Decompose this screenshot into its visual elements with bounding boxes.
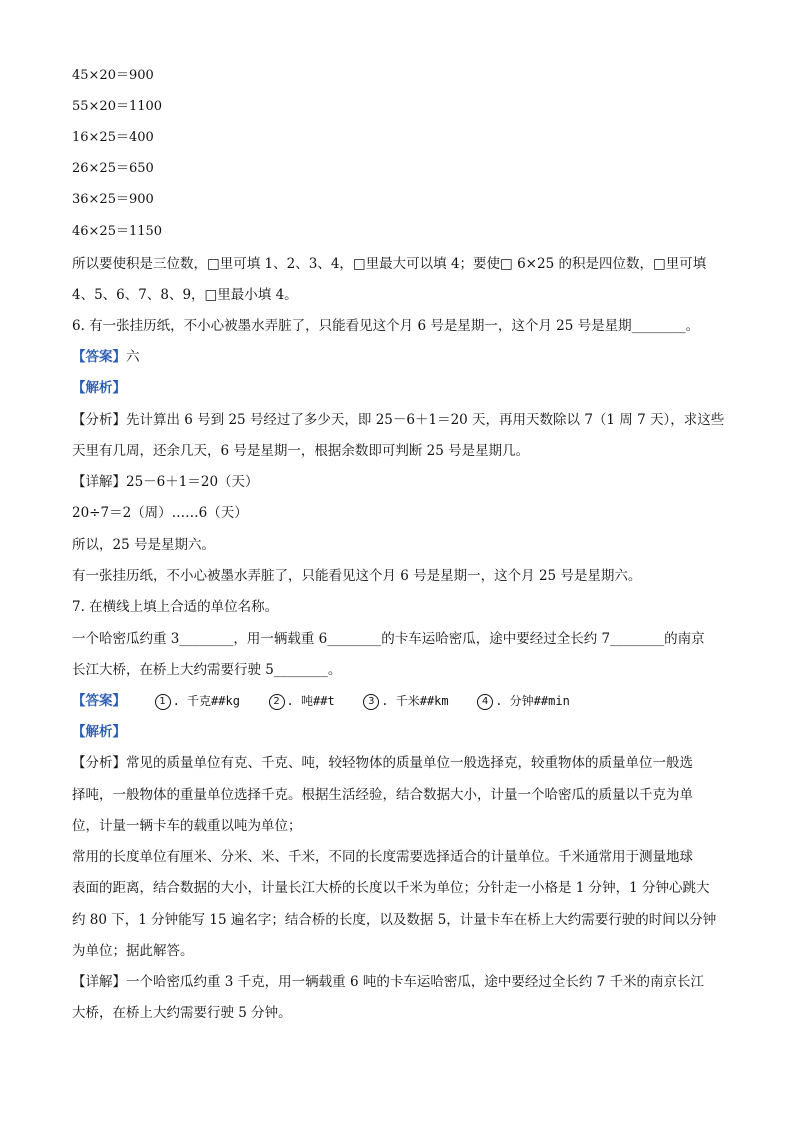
q7-fenxi-line: 择吨，一般物体的重量单位选择千克。根据生活经验，结合数据大小，计量一个哈密瓜的质量以千克为单 bbox=[72, 787, 693, 803]
equation-line: 46×25＝1150 bbox=[72, 224, 163, 239]
q6-xiangjie-line: 20÷7＝2（周）……6（天） bbox=[72, 505, 248, 521]
answer-number-1: 1 bbox=[155, 694, 171, 710]
xiangjie-label: 【详解】 bbox=[72, 474, 126, 490]
equation-line: 16×25＝400 bbox=[72, 130, 154, 145]
answer-number-2: 2 bbox=[269, 694, 285, 710]
analysis-label: 【解析】 bbox=[72, 380, 126, 396]
q7-analysis-label bbox=[72, 722, 734, 742]
answer-number-3: 3 bbox=[363, 694, 379, 710]
q6-answer bbox=[72, 347, 734, 367]
fenxi-label: 【分析】 bbox=[72, 412, 126, 428]
answer-label: 【答案】 bbox=[72, 349, 126, 365]
q7-answer bbox=[72, 691, 734, 711]
q7-body: 长江大桥，在桥上大约需要行驶 5________。 bbox=[72, 662, 342, 678]
q7-fenxi bbox=[72, 753, 734, 773]
answer-item-1: . 千克##kg bbox=[172, 694, 240, 708]
analysis-label: 【解析】 bbox=[72, 724, 126, 740]
q7-xiangjie bbox=[72, 972, 734, 992]
question-6: 6. 有一张挂历纸，不小心被墨水弄脏了，只能看见这个月 6 号是星期一，这个月 25 号是星期________。 bbox=[72, 318, 700, 334]
equation-line: 45×20＝900 bbox=[72, 68, 154, 83]
xiangjie-text: 25－6＋1＝20（天） bbox=[126, 474, 259, 490]
answer-item-2: . 吨##t bbox=[286, 694, 335, 708]
q7-fenxi-line: 位，计量一辆卡车的载重以吨为单位； bbox=[72, 818, 302, 834]
answer-item-4: . 分钟##min bbox=[495, 694, 570, 708]
answer-item-3: . 千米##km bbox=[381, 694, 449, 708]
q7-fenxi-line: 为单位；据此解答。 bbox=[72, 943, 194, 959]
q7-fenxi-line: 表面的距离，结合数据的大小，计量长江大桥的长度以千米为单位；分针走一小格是 1 分钟，1 分钟心跳大 bbox=[72, 880, 710, 896]
fenxi-text: 常见的质量单位有克、千克、吨，较轻物体的质量单位一般选择克，较重物体的质量单位一般选 bbox=[126, 755, 693, 771]
equation-line: 36×25＝900 bbox=[72, 192, 154, 207]
xiangjie-text: 一个哈密瓜约重 3 千克，用一辆载重 6 吨的卡车运哈密瓜，途中要经过全长约 7 千米的南京长江 bbox=[126, 974, 705, 990]
q6-fenxi-cont: 天里有几周，还余几天，6 号是星期一，根据余数即可判断 25 号是星期几。 bbox=[72, 443, 530, 459]
q6-xiangjie-line: 有一张挂历纸，不小心被墨水弄脏了，只能看见这个月 6 号是星期一，这个月 25 号是星期六。 bbox=[72, 568, 642, 584]
fenxi-label: 【分析】 bbox=[72, 755, 126, 771]
q7-fenxi-line: 约 80 下，1 分钟能写 15 遍名字；结合桥的长度，以及数据 5，计量卡车在桥上大约需要行驶的时间以分钟 bbox=[72, 912, 717, 928]
q7-xiangjie-line: 大桥，在桥上大约需要行驶 5 分钟。 bbox=[72, 1005, 292, 1021]
question-7: 7. 在横线上填上合适的单位名称。 bbox=[72, 599, 279, 615]
answer-label: 【答案】 bbox=[72, 693, 126, 709]
q6-analysis-label bbox=[72, 378, 734, 398]
q7-fenxi-line: 常用的长度单位有厘米、分米、米、千米，不同的长度需要选择适合的计量单位。千米通常用于测量地球 bbox=[72, 849, 693, 865]
q6-fenxi bbox=[72, 410, 734, 430]
q7-body: 一个哈密瓜约重 3________，用一辆载重 6________的卡车运哈密瓜，途中要经过全长约 7________的南京 bbox=[72, 631, 705, 647]
answer-number-4: 4 bbox=[477, 694, 493, 710]
q6-xiangjie bbox=[72, 472, 734, 492]
answer-text: 六 bbox=[126, 349, 140, 365]
equation-line: 55×20＝1100 bbox=[72, 99, 163, 114]
fenxi-text: 先计算出 6 号到 25 号经过了多少天，即 25－6＋1＝20 天，再用天数除以 7（1 周 7 天），求这些 bbox=[126, 412, 725, 428]
q6-xiangjie-line: 所以，25 号是星期六。 bbox=[72, 537, 215, 553]
conclusion-text: 所以要使积是三位数，□里可填 1、2、3、4，□里最大可以填 4；要使□ 6×25 的积是四位数，□里可填 bbox=[72, 256, 707, 272]
conclusion-text: 4、5、6、7、8、9，□里最小填 4。 bbox=[72, 287, 298, 303]
equation-line: 26×25＝650 bbox=[72, 161, 154, 176]
xiangjie-label: 【详解】 bbox=[72, 974, 126, 990]
